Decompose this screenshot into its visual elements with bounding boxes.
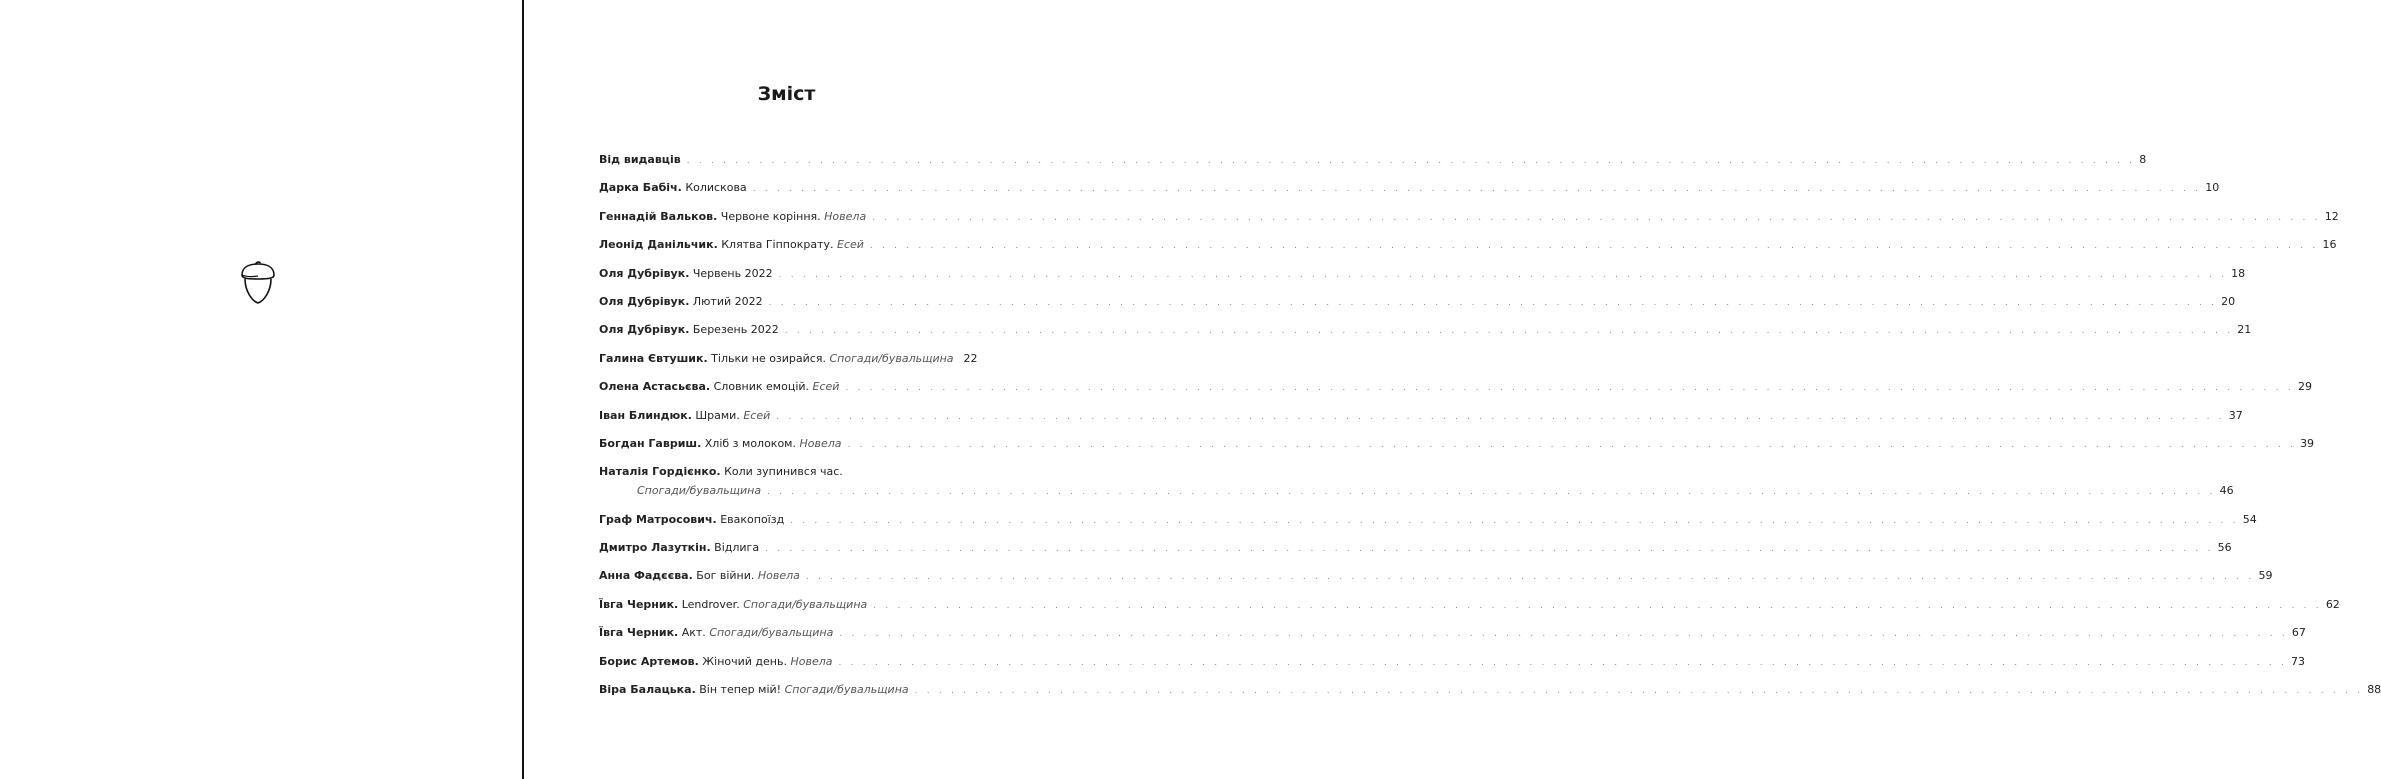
toc-author: Ївга Черник. [599, 626, 679, 640]
toc-genre: Спогади/бувальщина [637, 484, 762, 498]
toc-page-number: 88 [2367, 683, 2381, 697]
toc-page-number: 8 [2139, 153, 2147, 166]
toc-entry[interactable] [599, 235, 2337, 263]
toc-entry[interactable] [599, 434, 2315, 462]
toc-author: Наталія Гордієнко. [599, 465, 721, 479]
toc-entry[interactable] [599, 623, 2306, 651]
toc-entry[interactable] [599, 349, 977, 377]
toc-work-title: Lendrover. [681, 597, 740, 611]
toc-work-title: Словник емоцій. [713, 380, 810, 394]
dot-leader: . . . . . . . . . . . . . . . . . . . . . . . . . . . . . . . . . . . . . . . . . . . . . . . . . . . . . . . . . . . . . . . . . . . . . . . . . . . . . . . . . . . . . . . . . . . . . . . . . . . . . . . . . . . . . . . . . . . . . . . . [845, 383, 2294, 394]
dot-leader: . . . . . . . . . . . . . . . . . . . . . . . . . . . . . . . . . . . . . . . . . . . . . . . . . . . . . . . . . . . . . . . . . . . . . . . . . . . . . . . . . . . . . . . . . . . . . . . . . . . . . . . . . . . . . . . . . . . . . . . . [776, 411, 2225, 422]
toc-genre: Спогади/бувальщина [743, 597, 868, 611]
toc-page-number: 16 [2322, 238, 2337, 252]
toc-author: Віра Балацька. [599, 683, 696, 697]
toc-work-title: Колискова [685, 181, 747, 195]
dot-leader: . . . . . . . . . . . . . . . . . . . . . . . . . . . . . . . . . . . . . . . . . . . . . . . . . . . . . . . . . . . . . . . . . . . . . . . . . . . . . . . . . . . . . . . . . . . . . . . . . . . . . . . . . . . . . . . . . . . . . . . . [839, 629, 2288, 640]
toc-entry[interactable] [599, 595, 2340, 623]
toc-work-title: Хліб з молоком. [704, 436, 796, 450]
left-page [0, 0, 522, 779]
toc-entry[interactable] [599, 292, 2236, 320]
dot-leader: . . . . . . . . . . . . . . . . . . . . . . . . . . . . . . . . . . . . . . . . . . . . . . . . . . . . . . . . . . . . . . . . . . . . . . . . . . . . . . . . . . . . . . . . . . . . . . . . . . . . . . . . . . . . . . . . . . . . . . . . [767, 487, 2216, 498]
toc-author: Геннадій Вальков. [599, 209, 718, 223]
toc-entry[interactable] [599, 377, 2312, 405]
dot-leader: . . . . . . . . . . . . . . . . . . . . . . . . . . . . . . . . . . . . . . . . . . . . . . . . . . . . . . . . . . . . . . . . . . . . . . . . . . . . . . . . . . . . . . . . . . . . . . . . . . . . . . . . . . . . . . . . . . . . . . . . [768, 297, 2218, 308]
toc-entry[interactable] [599, 178, 2220, 206]
toc-work-title: Відлига [714, 541, 760, 555]
toc-entry[interactable] [599, 510, 2257, 538]
toc-page-number: 22 [963, 351, 978, 365]
toc-entry[interactable] [599, 320, 2252, 348]
dot-leader: . . . . . . . . . . . . . . . . . . . . . . . . . . . . . . . . . . . . . . . . . . . . . . . . . . . . . . . . . . . . . . . . . . . . . . . . . . . . . . . . . . . . . . . . . . . . . . . . . . . . . . . . . . . . . . . . . . . . . . . . [805, 572, 2255, 583]
toc-work-title: Коли зупинився час. [724, 465, 843, 479]
toc-work-title: Червоне коріння. [720, 209, 821, 223]
toc-genre: Новела [824, 209, 867, 223]
toc-author: Іван Блиндюк. [599, 408, 692, 422]
toc-genre: Есей [812, 380, 840, 394]
dot-leader: . . . . . . . . . . . . . . . . . . . . . . . . . . . . . . . . . . . . . . . . . . . . . . . . . . . . . . . . . . . . . . . . . . . . . . . . . . . . . . . . . . . . . . . . . . . . . . . . . . . . . . . . . . . . . . . . . . . . . . . . [872, 212, 2321, 223]
toc-entry[interactable] [599, 462, 2234, 509]
toc-entry[interactable] [599, 680, 2381, 708]
toc-genre: Спогади/бувальщина [829, 351, 954, 365]
toc-work-title: Акт. [681, 626, 706, 640]
toc-author: Дарка Бабіч. [599, 181, 682, 195]
toc-entry[interactable] [599, 406, 2243, 434]
toc-genre: Спогади/бувальщина [784, 683, 909, 697]
toc-entry[interactable] [599, 264, 2246, 292]
dot-leader: . . . . . . . . . . . . . . . . . . . . . . . . . . . . . . . . . . . . . . . . . . . . . . . . . . . . . . . . . . . . . . . . . . . . . . . . . . . . . . . . . . . . . . . . . . . . . . . . . . . . . . . . . . . . . . . . . . . . . . . . [790, 515, 2239, 526]
dot-leader: . . . . . . . . . . . . . . . . . . . . . . . . . . . . . . . . . . . . . . . . . . . . . . . . . . . . . . . . . . . . . . . . . . . . . . . . . . . . . . . . . . . . . . . . . . . . . . . . . . . . . . . . . . . . . . . . . . . . . . . . [784, 326, 2234, 337]
toc-author: Леонід Данільчик. [599, 238, 718, 252]
dot-leader: . . . . . . . . . . . . . . . . . . . . . . . . . . . . . . . . . . . . . . . . . . . . . . . . . . . . . . . . . . . . . . . . . . . . . . . . . . . . . . . . . . . . . . . . . . . . . . . . . . . . . . . . . . . . . . . . . . . . . . . . [869, 241, 2319, 252]
toc-page-number: 37 [2228, 408, 2243, 422]
dot-leader: . . . . . . . . . . . . . . . . . . . . . . . . . . . . . . . . . . . . . . . . . . . . . . . . . . . . . . . . . . . . . . . . . . . . . . . . . . . . . . . . . . . . . . . . . . . . . . . . . . . . . . . . . . . . . . . . . . . . . . . . [838, 657, 2288, 668]
toc-work-title: Лютий 2022 [692, 294, 763, 308]
toc-page-number: 29 [2297, 380, 2312, 394]
toc-author: Граф Матросович. [599, 512, 717, 526]
right-page [524, 0, 2381, 779]
dot-leader: . . . . . . . . . . . . . . . . . . . . . . . . . . . . . . . . . . . . . . . . . . . . . . . . . . . . . . . . . . . . . . . . . . . . . . . . . . . . . . . . . . . . . . . . . . . . . . . . . . . . . . . . . . . . . . . . . . . . . . . . [914, 686, 2364, 697]
toc-page-number: 56 [2217, 541, 2232, 555]
dot-leader: . . . . . . . . . . . . . . . . . . . . . . . . . . . . . . . . . . . . . . . . . . . . . . . . . . . . . . . . . . . . . . . . . . . . . . . . . . . . . . . . . . . . . . . . . . . . . . . . . . . . . . . . . . . . . . . . . . . . . . . . [847, 439, 2297, 450]
dot-leader: . . . . . . . . . . . . . . . . . . . . . . . . . . . . . . . . . . . . . . . . . . . . . . . . . . . . . . . . . . . . . . . . . . . . . . . . . . . . . . . . . . . . . . . . . . . . . . . . . . . . . . . . . . . . . . . . . . . . . . . . [752, 184, 2202, 195]
toc-author: Оля Дубрівук. [599, 294, 690, 308]
dot-leader: . . . . . . . . . . . . . . . . . . . . . . . . . . . . . . . . . . . . . . . . . . . . . . . . . . . . . . . . . . . . . . . . . . . . . . . . . . . . . . . . . . . . . . . . . . . . . . . . . . . . . . . . . . . . . . . . . . . . . . . . [686, 156, 2136, 166]
toc-author: Оля Дубрівук. [599, 323, 690, 337]
toc-page-number: 18 [2231, 266, 2246, 280]
toc-page-number: 73 [2291, 654, 2306, 668]
toc-work-title: Він тепер мій! [699, 683, 782, 697]
toc-author: Борис Артемов. [599, 654, 699, 668]
toc-page-number: 21 [2237, 323, 2252, 337]
toc-entry[interactable] [599, 652, 2306, 680]
toc-author: Анна Фадєєва. [599, 569, 693, 583]
toc-genre: Новела [790, 654, 833, 668]
toc-work-title: Березень 2022 [692, 323, 779, 337]
toc-author: Богдан Гавриш. [599, 436, 702, 450]
toc-work-title: Червень 2022 [692, 266, 773, 280]
toc-page-number: 62 [2325, 597, 2340, 611]
toc-genre: Новела [757, 569, 800, 583]
toc-work-title: Бог війни. [696, 569, 755, 583]
toc-work-title: Шрами. [695, 408, 740, 422]
toc-page-number: 46 [2219, 484, 2234, 498]
toc-genre: Есей [837, 238, 864, 252]
toc-entry[interactable] [599, 566, 2273, 594]
toc-work-title: Клятва Гіппократу. [721, 238, 834, 252]
toc-genre: Есей [743, 408, 771, 422]
toc-page-number: 20 [2221, 294, 2236, 308]
toc-entry[interactable] [599, 150, 2147, 178]
toc-genre: Спогади/бувальщина [709, 626, 834, 640]
toc-title: Зміст [757, 83, 816, 105]
toc-page-number: 59 [2258, 569, 2273, 583]
toc-work-title: Евакопоїзд [720, 512, 785, 526]
toc-author: Олена Астасьєва. [599, 380, 711, 394]
toc-author: Від видавців [599, 153, 681, 166]
dot-leader: . . . . . . . . . . . . . . . . . . . . . . . . . . . . . . . . . . . . . . . . . . . . . . . . . . . . . . . . . . . . . . . . . . . . . . . . . . . . . . . . . . . . . . . . . . . . . . . . . . . . . . . . . . . . . . . . . . . . . . . . [765, 544, 2214, 555]
toc-page-number: 12 [2324, 209, 2339, 223]
toc-entry[interactable] [599, 207, 2339, 235]
toc-page-number: 67 [2291, 626, 2306, 640]
toc-author: Оля Дубрівук. [599, 266, 690, 280]
toc-author: Галина Євтушик. [599, 351, 708, 365]
toc-page-number: 39 [2300, 436, 2315, 450]
dot-leader: . . . . . . . . . . . . . . . . . . . . . . . . . . . . . . . . . . . . . . . . . . . . . . . . . . . . . . . . . . . . . . . . . . . . . . . . . . . . . . . . . . . . . . . . . . . . . . . . . . . . . . . . . . . . . . . . . . . . . . . . [778, 269, 2228, 280]
acorn-icon [237, 261, 279, 305]
toc-page-number: 54 [2242, 512, 2257, 526]
toc-work-title: Жіночий день. [702, 654, 787, 668]
toc-page-number: 10 [2205, 181, 2220, 195]
dot-leader: . . . . . . . . . . . . . . . . . . . . . . . . . . . . . . . . . . . . . . . . . . . . . . . . . . . . . . . . . . . . . . . . . . . . . . . . . . . . . . . . . . . . . . . . . . . . . . . . . . . . . . . . . . . . . . . . . . . . . . . . [873, 600, 2322, 611]
toc-work-title: Тільки не озирайся. [711, 351, 826, 365]
toc-entry[interactable] [599, 538, 2232, 566]
toc-author: Дмитро Лазуткін. [599, 541, 711, 555]
toc-genre: Новела [799, 436, 842, 450]
table-of-contents [599, 150, 2381, 708]
toc-author: Ївга Черник. [599, 597, 679, 611]
